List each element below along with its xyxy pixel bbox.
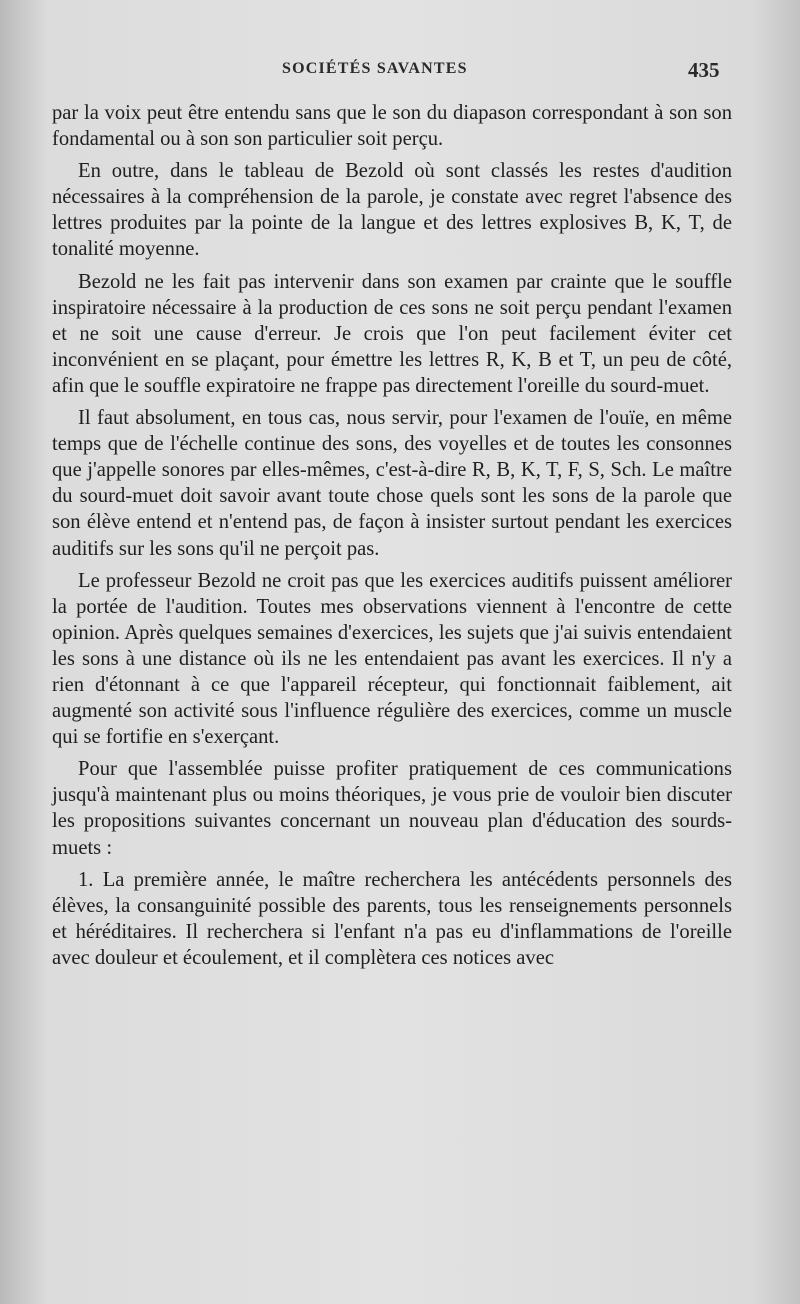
running-title: SOCIÉTÉS SAVANTES [282,60,468,77]
paragraph-continuation: par la voix peut être entendu sans que le son du diapason correspondant à son son fondamental ou à son son particulier soit perçu. [52,102,732,151]
paragraph: En outre, dans le tableau de Bezold où sont classés les restes d'audition nécessaires à la compréhension de la parole, je constate avec regret l'absence des lettres produites par la pointe de la langue et des lettres explosives B, K, T, de tonalité moyenne. [52,160,732,261]
paragraph: Pour que l'assemblée puisse profiter pratiquement de ces communications jusqu'à maintenant plus ou moins théoriques, je vous prie de vouloir bien discuter les propositions suivantes concernant un nouveau plan d'éducation des sourds-muets : [52,758,732,859]
paragraph: Il faut absolument, en tous cas, nous servir, pour l'examen de l'ouïe, en même temps que de l'échelle continue des sons, des voyelles et de toutes les consonnes que j'appelle sonores par elles-mêmes, c'est-à-dire R, B, K, T, F, S, Sch. Le maître du sourd-muet doit savoir avant toute chose quels sont les sons de la parole que son élève entend et n'entend pas, de façon à insister surtout pendant les exercices auditifs sur les sons qu'il ne perçoit pas. [52,407,732,560]
numbered-proposition: 1. La première année, le maître recherchera les antécédents personnels des élèves, la consanguinité possible des parents, tous les renseignements personnels et héréditaires. Il recherchera si l'enfant n'a pas eu d'inflammations de l'oreille avec douleur et écoulement, et il complètera ces notices avec [52,868,732,969]
page-body [52,100,732,977]
paragraph: Bezold ne les fait pas intervenir dans son examen par crainte que le souffle inspiratoire nécessaire à la production de ces sons ne soit perçu pendant l'examen et ne soit une cause d'erreur. Je crois que l'on peut facilement éviter cet inconvénient en se plaçant, pour émettre les lettres R, K, B et T, un peu de côté, afin que le souffle expiratoire ne frappe pas directement l'oreille du sourd-muet. [52,270,732,397]
page-header [0,58,800,88]
paragraph: Le professeur Bezold ne croit pas que les exercices auditifs puissent améliorer la portée de l'audition. Toutes mes observations viennent à l'encontre de cette opinion. Après quelques semaines d'exercices, les sujets que j'ai suivis entendaient les sons à une distance où ils ne les entendaient pas avant les exercices. Il n'y a rien d'étonnant à ce que l'appareil récepteur, qui fonctionnait faiblement, ait augmenté son activité sous l'influence régulière des exercices, comme un muscle qui se fortifie en s'exerçant. [52,569,732,749]
page-number: 435 [688,58,720,82]
